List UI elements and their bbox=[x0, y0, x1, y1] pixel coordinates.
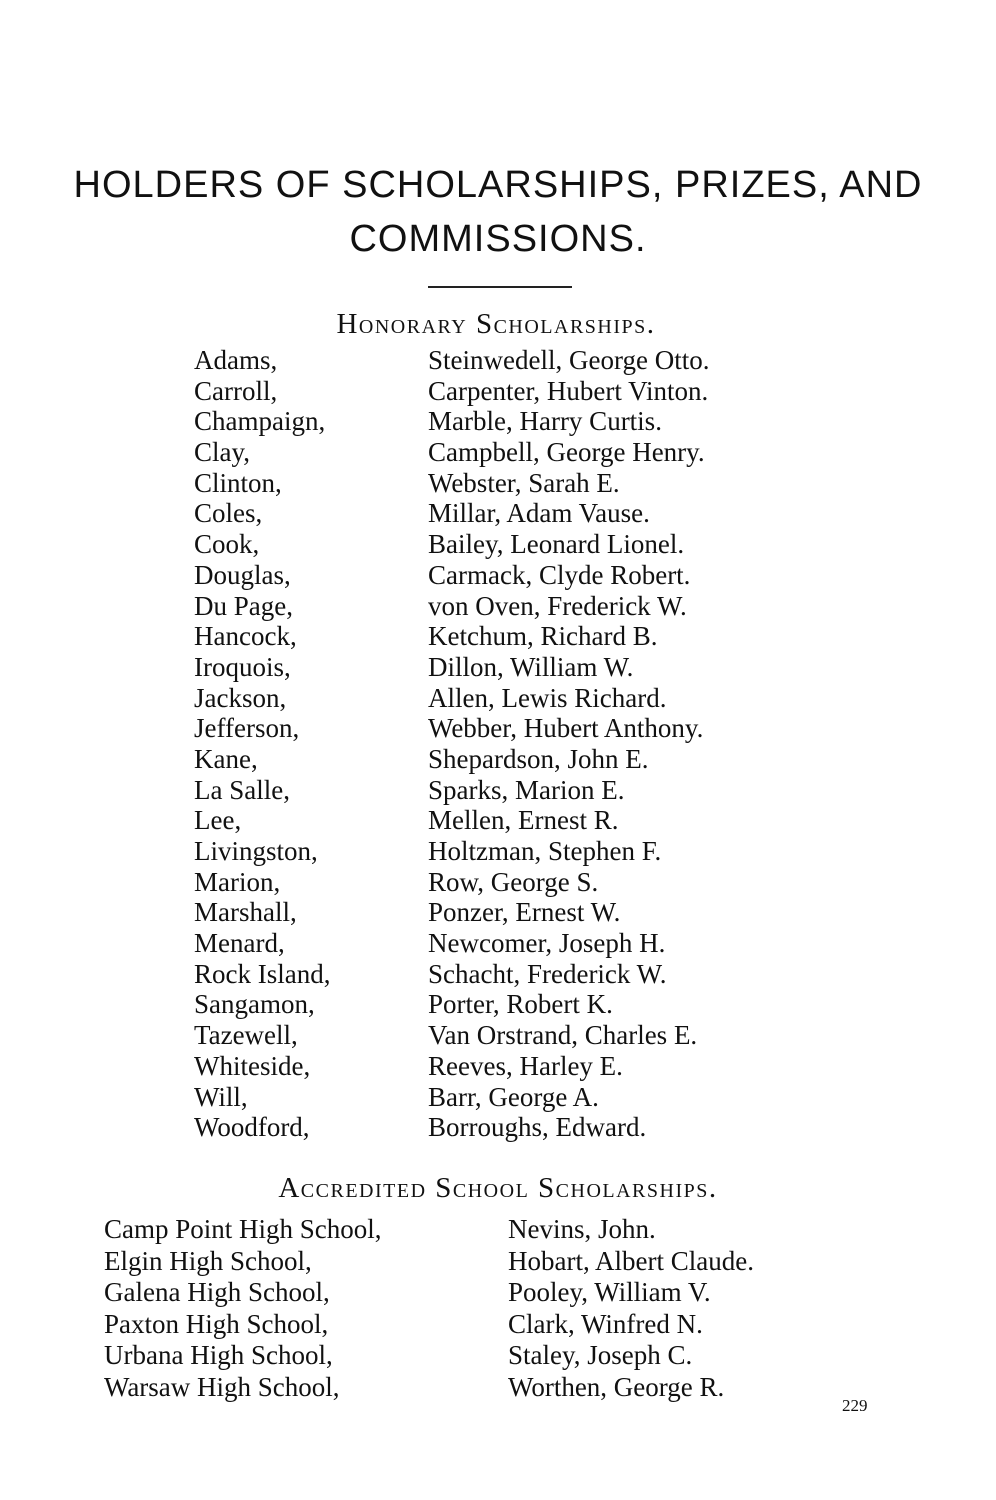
list-item bbox=[104, 1340, 824, 1372]
honorary-scholarships-list bbox=[194, 345, 814, 1143]
scholarship-holder: Van Orstrand, Charles E. bbox=[428, 1020, 698, 1051]
list-item bbox=[194, 1051, 814, 1082]
list-item bbox=[194, 406, 814, 437]
list-item bbox=[194, 560, 814, 591]
county-name: Lee, bbox=[194, 805, 242, 836]
scholarship-holder: Carmack, Clyde Robert. bbox=[428, 559, 691, 590]
scholarship-holder: Holtzman, Stephen F. bbox=[428, 836, 662, 866]
list-item bbox=[194, 1082, 814, 1113]
page-title-line-2: COMMISSIONS. bbox=[349, 218, 647, 260]
list-item bbox=[104, 1246, 824, 1278]
county-name: Carroll, bbox=[194, 375, 278, 406]
scholarship-holder: Dillon, William W. bbox=[428, 651, 634, 682]
honorary-scholarships-heading: Honorary Scholarships. bbox=[336, 308, 656, 340]
list-item bbox=[194, 529, 814, 560]
list-item bbox=[194, 591, 814, 622]
school-name: Warsaw High School, bbox=[104, 1371, 340, 1402]
page-number: 229 bbox=[842, 1396, 868, 1415]
school-name: Galena High School, bbox=[104, 1277, 330, 1307]
scholarship-holder: Nevins, John. bbox=[508, 1214, 656, 1244]
school-name: Paxton High School, bbox=[104, 1308, 329, 1339]
scholarship-holder: Borroughs, Edward. bbox=[428, 1112, 647, 1143]
scholarship-holder: Campbell, George Henry. bbox=[428, 437, 705, 468]
scholarship-holder: Schacht, Frederick W. bbox=[428, 958, 667, 989]
county-name: Adams, bbox=[194, 345, 278, 375]
title-divider bbox=[428, 286, 572, 288]
list-item bbox=[194, 652, 814, 683]
scholarship-holder: von Oven, Frederick W. bbox=[428, 590, 687, 621]
list-item bbox=[194, 989, 814, 1020]
county-name: Hancock, bbox=[194, 621, 297, 652]
scholarship-holder: Hobart, Albert Claude. bbox=[508, 1245, 754, 1276]
scholarship-holder: Millar, Adam Vause. bbox=[428, 498, 650, 529]
list-item bbox=[194, 468, 814, 499]
scholarship-holder: Worthen, George R. bbox=[508, 1371, 725, 1402]
list-item bbox=[194, 621, 814, 652]
county-name: Woodford, bbox=[194, 1112, 310, 1143]
list-item bbox=[194, 1112, 814, 1143]
county-name: Will, bbox=[194, 1081, 248, 1112]
scholarship-holder: Webber, Hubert Anthony. bbox=[428, 713, 704, 744]
county-name: Livingston, bbox=[194, 836, 318, 866]
county-name: Clay, bbox=[194, 437, 250, 468]
county-name: Du Page, bbox=[194, 590, 293, 621]
list-item bbox=[194, 836, 814, 867]
list-item bbox=[194, 775, 814, 806]
list-item bbox=[194, 897, 814, 928]
county-name: Sangamon, bbox=[194, 989, 315, 1020]
list-item bbox=[104, 1372, 824, 1404]
scholarship-holder: Reeves, Harley E. bbox=[428, 1050, 623, 1081]
county-name: Marion, bbox=[194, 866, 281, 897]
county-name: Kane, bbox=[194, 743, 258, 774]
scholarship-holder: Porter, Robert K. bbox=[428, 989, 613, 1020]
scholarship-holder: Bailey, Leonard Lionel. bbox=[428, 529, 685, 560]
scholarship-holder: Marble, Harry Curtis. bbox=[428, 406, 662, 437]
list-item bbox=[104, 1309, 824, 1341]
list-item bbox=[194, 437, 814, 468]
county-name: Champaign, bbox=[194, 406, 326, 437]
scholarship-holder: Pooley, William V. bbox=[508, 1277, 711, 1307]
county-name: La Salle, bbox=[194, 774, 290, 805]
county-name: Iroquois, bbox=[194, 651, 291, 682]
list-item bbox=[194, 1020, 814, 1051]
scholarship-holder: Shepardson, John E. bbox=[428, 743, 649, 774]
list-item bbox=[194, 683, 814, 714]
school-name: Camp Point High School, bbox=[104, 1214, 382, 1244]
county-name: Clinton, bbox=[194, 467, 282, 498]
county-name: Tazewell, bbox=[194, 1020, 298, 1051]
list-item bbox=[194, 744, 814, 775]
scholarship-holder: Mellen, Ernest R. bbox=[428, 805, 619, 836]
list-item bbox=[194, 376, 814, 407]
scholarship-holder: Carpenter, Hubert Vinton. bbox=[428, 375, 709, 406]
county-name: Menard, bbox=[194, 928, 285, 959]
list-item bbox=[194, 498, 814, 529]
list-item bbox=[104, 1214, 824, 1246]
accredited-school-scholarships-list bbox=[104, 1214, 824, 1403]
school-name: Elgin High School, bbox=[104, 1245, 312, 1276]
scholarship-holder: Newcomer, Joseph H. bbox=[428, 928, 666, 959]
page-title-line-1: HOLDERS OF SCHOLARSHIPS, PRIZES, AND bbox=[73, 164, 923, 206]
scholarship-holder: Clark, Winfred N. bbox=[508, 1308, 703, 1339]
list-item bbox=[194, 867, 814, 898]
list-item bbox=[194, 345, 814, 376]
list-item bbox=[194, 713, 814, 744]
scholarship-holder: Webster, Sarah E. bbox=[428, 467, 620, 498]
scholarship-holder: Ketchum, Richard B. bbox=[428, 621, 658, 652]
county-name: Marshall, bbox=[194, 897, 297, 928]
scholarship-holder: Allen, Lewis Richard. bbox=[428, 682, 667, 713]
county-name: Jefferson, bbox=[194, 713, 300, 744]
county-name: Douglas, bbox=[194, 559, 291, 590]
scholarship-holder: Ponzer, Ernest W. bbox=[428, 897, 621, 928]
scholarship-holder: Row, George S. bbox=[428, 866, 599, 897]
county-name: Coles, bbox=[194, 498, 263, 529]
scholarship-holder: Barr, George A. bbox=[428, 1081, 599, 1112]
county-name: Rock Island, bbox=[194, 958, 331, 989]
list-item bbox=[104, 1277, 824, 1309]
list-item bbox=[194, 959, 814, 990]
scholarship-holder: Sparks, Marion E. bbox=[428, 774, 625, 805]
county-name: Whiteside, bbox=[194, 1050, 311, 1081]
school-name: Urbana High School, bbox=[104, 1340, 333, 1370]
accredited-school-scholarships-heading: Accredited School Scholarships. bbox=[278, 1172, 718, 1204]
scholarship-holder: Steinwedell, George Otto. bbox=[428, 345, 710, 375]
list-item bbox=[194, 805, 814, 836]
scholarship-holder: Staley, Joseph C. bbox=[508, 1340, 693, 1370]
county-name: Cook, bbox=[194, 529, 260, 560]
county-name: Jackson, bbox=[194, 682, 287, 713]
list-item bbox=[194, 928, 814, 959]
